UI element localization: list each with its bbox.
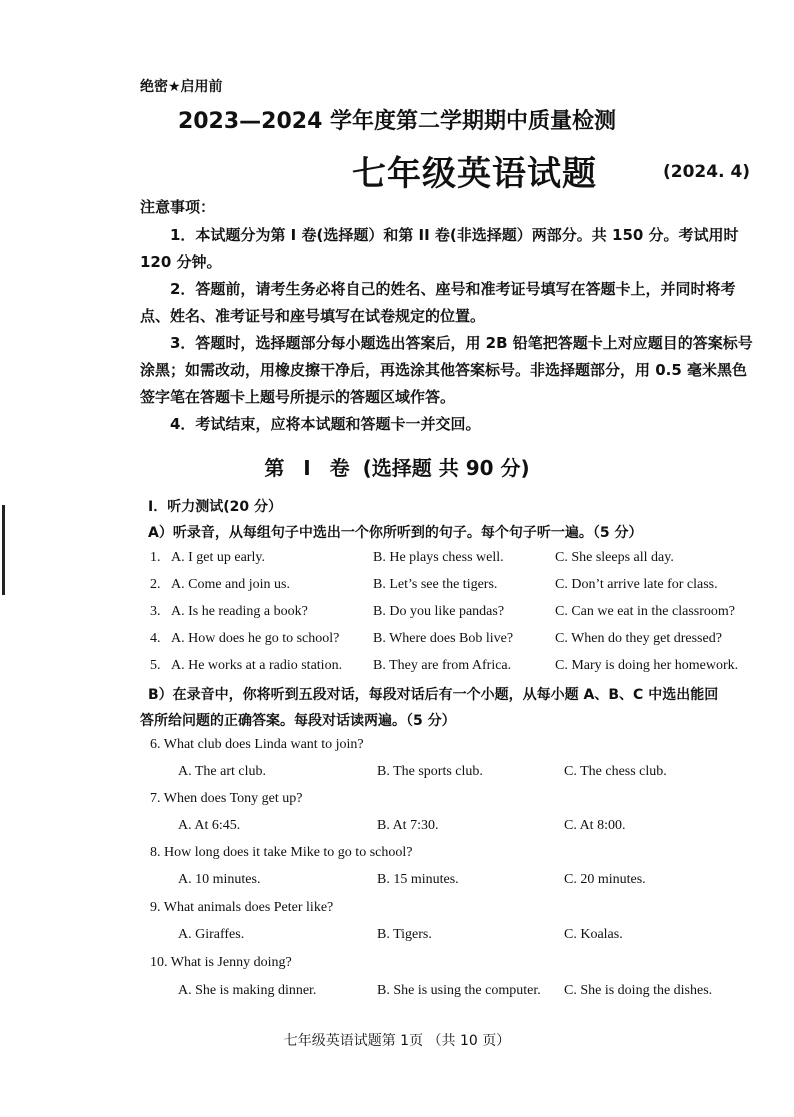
option-a: A. 10 minutes. xyxy=(178,872,261,887)
option-a: A. She is making dinner. xyxy=(178,983,317,998)
question-number: 2. xyxy=(150,577,161,592)
option-b: B. She is using the computer. xyxy=(377,983,541,998)
option-c: C. Can we eat in the classroom? xyxy=(555,604,736,619)
exam-date: (2024. 4) xyxy=(663,162,751,182)
question-9: 9. What animals does Peter like? xyxy=(150,900,334,915)
list-item xyxy=(150,658,770,678)
option-c: C. Mary is doing her homework. xyxy=(555,658,739,673)
exam-title: 七年级英语试题 xyxy=(352,154,597,194)
option-c: C. She is doing the dishes. xyxy=(564,983,713,998)
option-b: B. Tigers. xyxy=(377,927,432,942)
question-number: 3. xyxy=(150,604,161,619)
question-8: 8. How long does it take Mike to go to school? xyxy=(150,845,413,860)
option-a: A. He works at a radio station. xyxy=(171,658,343,673)
option-b: B. He plays chess well. xyxy=(373,550,504,565)
option-b: B. Do you like pandas? xyxy=(373,604,505,619)
notice-item-3: 3．答题时，选择题部分每小题选出答案后，用 2B 铅笔把答题卡上对应题目的答案标号涂黑；如需改动，用橡皮擦干净后，再选涂其他答案标号。非选择题部分，用 0.5 毫米黑色签字笔在答题卡上题号所提示的答题区域作答。 xyxy=(140,334,753,406)
part-one-label: 第 I 卷 xyxy=(264,456,356,480)
option-a: A. I get up early. xyxy=(171,550,265,565)
question-6-options xyxy=(178,764,758,784)
option-a: A. Is he reading a book? xyxy=(171,604,308,619)
option-c: C. 20 minutes. xyxy=(564,872,646,887)
option-b: B. Where does Bob live? xyxy=(373,631,514,646)
option-c: C. At 8:00. xyxy=(564,818,626,833)
notice-item-2: 2．答题前，请考生务必将自己的姓名、座号和准考证号填写在答题卡上，并同时将考点、姓名、准考证号和座号填写在试卷规定的位置。 xyxy=(140,280,736,325)
list-item xyxy=(150,550,770,570)
option-c: C. She sleeps all day. xyxy=(555,550,674,565)
page-footer: 七年级英语试题第 1页 （共 10 页） xyxy=(283,1033,511,1049)
question-number: 5. xyxy=(150,658,161,673)
term-title: 2023—2024 学年度第二学期期中质量检测 xyxy=(177,109,617,134)
option-b: B. 15 minutes. xyxy=(377,872,459,887)
option-a: A. The art club. xyxy=(178,764,266,779)
option-b: B. At 7:30. xyxy=(377,818,439,833)
listening-section-heading: I．听力测试(20 分） xyxy=(148,499,282,515)
option-a: A. How does he go to school? xyxy=(171,631,340,646)
option-a: A. Come and join us. xyxy=(171,577,290,592)
question-9-options xyxy=(178,927,758,947)
notice-item-1: 1．本试题分为第 I 卷(选择题）和第 II 卷(非选择题）两部分。共 150 分。考试用时 120 分钟。 xyxy=(140,226,739,271)
question-10: 10. What is Jenny doing? xyxy=(150,955,292,970)
notice-heading: 注意事项： xyxy=(140,198,216,216)
option-b: B. Let’s see the tigers. xyxy=(373,577,498,592)
option-b: B. The sports club. xyxy=(377,764,483,779)
question-7: 7. When does Tony get up? xyxy=(150,791,303,806)
option-b: B. They are from Africa. xyxy=(373,658,512,673)
question-10-options xyxy=(178,983,758,1003)
list-item xyxy=(150,577,770,597)
confidential-label: 绝密★启用前 xyxy=(140,79,223,95)
notice-list xyxy=(140,222,760,438)
part-one-subtitle: (选择题 共 90 分) xyxy=(362,456,530,480)
question-number: 1. xyxy=(150,550,161,565)
question-number: 4. xyxy=(150,631,161,646)
option-c: C. When do they get dressed? xyxy=(555,631,722,646)
question-8-options xyxy=(178,872,758,892)
listening-part-a-instruction: A）听录音，从每组句子中选出一个你所听到的句子。每个句子听一遍。（5 分） xyxy=(148,525,643,541)
listening-part-b-instruction-line2: 答所给问题的正确答案。每段对话读两遍。（5 分） xyxy=(140,713,456,729)
question-7-options xyxy=(178,818,758,838)
question-6: 6. What club does Linda want to join? xyxy=(150,737,364,752)
notice-item-4: 4．考试结束，应将本试题和答题卡一并交回。 xyxy=(170,415,481,433)
list-item xyxy=(150,631,770,651)
listening-part-b-instruction-line1: B）在录音中，你将听到五段对话，每段对话后有一个小题，从每小题 A、B、C 中选出能回 xyxy=(148,687,719,703)
part-one-title xyxy=(0,452,794,481)
list-item xyxy=(150,604,770,624)
binding-edge-mark xyxy=(2,505,5,595)
option-a: A. Giraffes. xyxy=(178,927,245,942)
option-c: C. The chess club. xyxy=(564,764,667,779)
option-c: C. Koalas. xyxy=(564,927,623,942)
option-c: C. Don’t arrive late for class. xyxy=(555,577,718,592)
option-a: A. At 6:45. xyxy=(178,818,241,833)
